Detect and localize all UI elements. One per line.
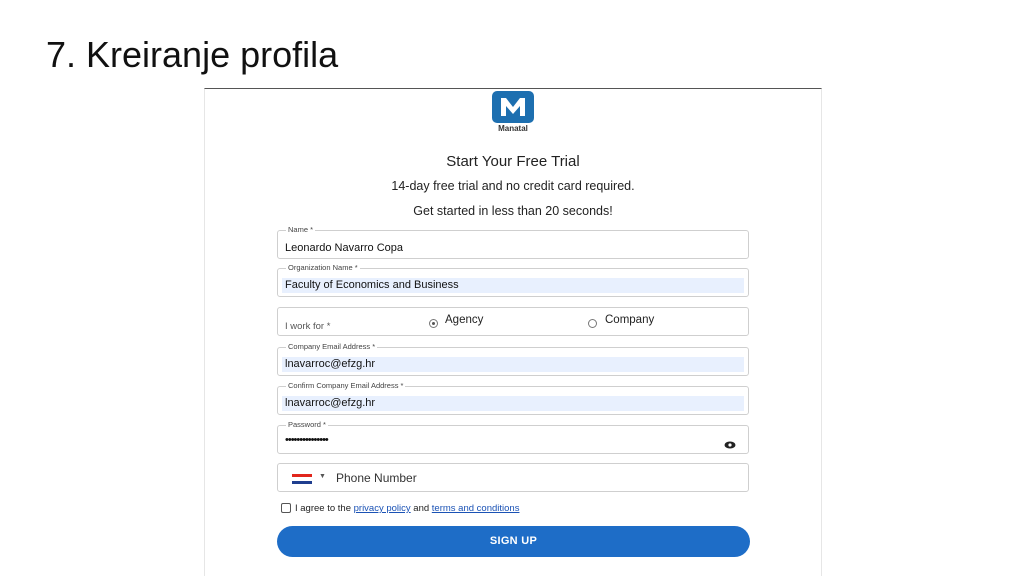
sign-up-button[interactable]: SIGN UP — [277, 526, 750, 557]
organization-field[interactable] — [277, 263, 749, 297]
name-label: Name * — [288, 225, 314, 234]
company-email-value: lnavarroc@efzg.hr — [285, 358, 376, 370]
privacy-policy-link[interactable]: privacy policy — [353, 503, 411, 514]
company-email-field[interactable] — [277, 342, 749, 376]
password-value: ••••••••••••••• — [285, 434, 328, 446]
agency-radio[interactable] — [429, 319, 438, 328]
agree-and: and — [413, 503, 430, 514]
company-email-label: Company Email Address * — [288, 342, 376, 351]
brand-name: Manatal — [498, 124, 528, 133]
form-tagline: Get started in less than 20 seconds! — [413, 204, 613, 218]
agree-checkbox[interactable] — [281, 503, 291, 513]
company-label[interactable]: Company — [605, 314, 655, 326]
agree-prefix: I agree to the — [295, 503, 351, 514]
work-for-label: I work for * — [285, 321, 331, 332]
password-label: Password * — [288, 420, 326, 429]
company-radio[interactable] — [588, 319, 597, 328]
manatal-logo — [492, 91, 534, 123]
signup-screenshot — [204, 88, 822, 576]
croatia-flag-icon[interactable] — [292, 474, 312, 484]
confirm-email-label: Confirm Company Email Address * — [288, 381, 404, 390]
name-value: Leonardo Navarro Copa — [285, 242, 404, 254]
phone-input[interactable]: Phone Number — [336, 471, 417, 485]
logo-m-icon — [499, 96, 527, 118]
agency-label[interactable]: Agency — [445, 314, 484, 326]
confirm-email-value: lnavarroc@efzg.hr — [285, 397, 376, 409]
eye-icon[interactable] — [724, 436, 736, 454]
confirm-email-field[interactable] — [277, 381, 749, 415]
organization-label: Organization Name * — [288, 263, 358, 272]
form-heading: Start Your Free Trial — [446, 153, 580, 170]
terms-link[interactable]: terms and conditions — [431, 503, 520, 514]
chevron-down-icon[interactable]: ▼ — [319, 473, 326, 480]
password-field[interactable] — [277, 420, 749, 454]
organization-value: Faculty of Economics and Business — [285, 279, 459, 291]
name-field[interactable] — [277, 225, 749, 259]
work-for-field — [277, 307, 749, 336]
slide-title: 7. Kreiranje profila — [46, 34, 339, 75]
agree-text — [295, 503, 519, 514]
phone-field[interactable] — [277, 463, 749, 492]
form-subheading: 14-day free trial and no credit card required. — [391, 179, 635, 193]
